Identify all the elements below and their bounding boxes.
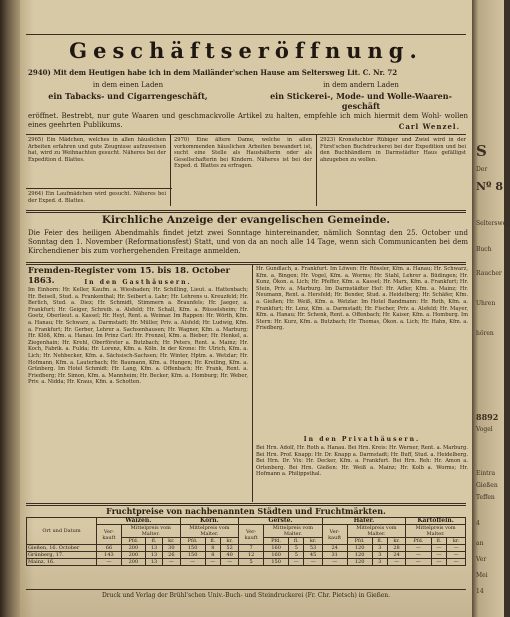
register-privat-text: Bei Hrn. Adolf, Hr. Roth a. Hanau. Bei Hrn. Kreis: Hr. Werner, Rent. a. Marburg. Bei Hrn. Prof. Knapp: Hr. Dr. Knapp a. Darmstadt; Hr. Buff, Stud. a. Heidelberg. Bei Hrn. Dr. Vix: Hr. Decker, Kfm. a. Frankfurt. Bei Hrn. Reh: Hr. Amon a. Ortenberg. Bei Hrn. Gießen: Hr. Weiß a. Mainz; Hr. Kolb a. Worms; Hr. Hofmann a. Philippsthal. [256,445,468,478]
market-cell: 53 [304,545,322,552]
market-unit-fl: fl. [145,538,162,545]
adjacent-fragment: 14 [476,588,484,595]
market-sub-price: Mittelpreis vom Malter. [180,525,239,538]
market-group-kartoffeln: Kartoffeln. [406,518,466,525]
market-cell: 8 [205,545,220,552]
market-cell: — [431,545,447,552]
market-unit-kr: kr. [387,538,405,545]
register-right-column: Hr. Gundlach, a. Frankfurt. Im Löwen: Hr. Rössler, Kfm. a. Hanau; Hr. Schwarz, Kfm. a. Bingen; Hr. Vogel, Kfm. a. Worms; Hr. Stahl, Lehrer a. Büdingen; Hr. Kunz, Ökon. a. Lich; Hr. Pfeffer, Kfm. a. Kassel; Hr. Marx, Kfm. a. Frankfurt; Hr. Stein, Priv. a. Marburg. Im Darmstädter Hof: Hr. Adler, Kfm. a. Mainz; Hr. Neumann, Rent. a. Hersfeld; Hr. Bender, Stud. a. Heidelberg; Hr. Schäfer, Kfm. a. Gießen; Hr. Weiß, Kfm. a. Wetzlar. Im Hotel Bandmann: Hr. Roth, Kfm. a. Frankfurt; Hr. Lenz, Kfm. a. Darmstadt; Hr. Fischer, Priv. a. Alsfeld; Hr. Mayer, Kfm. a. Hanau; Hr. Schenk, Rent. a. Offenbach; Hr. Kaiser, Kfm. a. Homburg. Im Stern: Hr. Kurz, Kfm. a. Butzbach; Hr. Thomas, Ökon. a. Lich; Hr. Hahn, Kfm. a. Friedberg. [256,266,468,332]
market-sub-sold: Ver-kauft [322,525,347,545]
ad-2940-signature: Carl Wenzel. [398,122,460,131]
market-title: Fruchtpreise von nachbenannten Städten und Fruchtmärkten. [106,506,386,516]
market-cell: — [447,552,466,559]
market-unit-kr: kr. [304,538,322,545]
market-group-gerste: Gerste. [239,518,323,525]
ad-2965: 2965) Ein Mädchen, welches in allen häuslichen Arbeiten erfahren und gute Zeugnisse aufzuweisen hat, wird zu Weihnachten gesucht. Näheres bei der Expedition d. Blattes. [28,137,166,163]
market-cell: — [387,559,405,566]
market-cell: 24 [322,545,347,552]
market-cell: — [447,545,466,552]
market-cell: — [220,559,238,566]
adjacent-fragment: hören [476,330,494,337]
ad-2940-right-line2: ein Stickerei-, Mode- und Wolle-Waaren-geschäft [270,91,452,111]
market-unit: Pfd. [347,538,372,545]
market-cell: — [289,559,304,566]
market-cell: 45 [304,552,322,559]
market-cell: 24 [387,552,405,559]
market-unit-fl: fl. [431,538,447,545]
market-cell: — [180,559,205,566]
adjacent-fragment: Mei [476,572,488,579]
market-cell: 5 [239,559,264,566]
register-title: Fremden-Register vom 15. bis 18. October 1863. [28,266,231,286]
market-cell: 3 [372,552,387,559]
market-unit-fl: fl. [289,538,304,545]
market-unit-fl: fl. [372,538,387,545]
market-cell: — [431,559,447,566]
ads-top-rule [26,134,466,135]
register-column-divider [252,264,253,502]
market-sub-price: Mittelpreis vom Malter. [347,525,406,538]
market-cell: 8 [205,552,220,559]
market-unit-fl: fl. [205,538,220,545]
market-row [27,552,466,559]
adjacent-fragment: Uhren [476,300,496,307]
ad-2923: 2923) Kronsfuchter Rübiger und Zwiel wird in der Fürst'schen Buchdruckerei bei der Expedition und bei den Buchhändlern in Darmstädter Haus gefälligst abzugeben zu wollen. [320,137,466,163]
market-sub-price: Mittelpreis vom Malter. [406,525,466,538]
market-sub-price: Mittelpreis vom Malter. [121,525,180,538]
adjacent-fragment: 8892 [476,412,499,422]
market-group-korn: Korn. [180,518,239,525]
market-cell: 7 [239,545,264,552]
market-cell: 143 [97,552,122,559]
ad-2940-left-line2: ein Tabacks- und Cigarrengeschäft, [48,91,208,101]
ad-2940-right-line1: in dem andern Laden [323,81,399,89]
market-cell: — [406,552,431,559]
market-cell: 26 [163,552,180,559]
market-cell: 160 [264,545,289,552]
market-cell: 200 [121,545,145,552]
market-unit: Pfd. [180,538,205,545]
ads-divider-2 [316,134,317,206]
market-cell: 28 [387,545,405,552]
book-binding-gutter [0,0,20,617]
market-cell: 13 [145,545,162,552]
market-cell: 120 [347,552,372,559]
printer-imprint: Druck und Verlag der Brühl'schen Univ.-Buch- und Steindruckerei (Fr. Chr. Pietsch) in Gießen. [101,592,391,599]
market-cell: 200 [121,552,145,559]
adjacent-fragment: Der [476,166,488,173]
market-cell: 13 [145,552,162,559]
adjacent-fragment: Raucher [476,270,502,277]
market-cell: — [163,559,180,566]
market-cell: 66 [97,545,122,552]
market-group-hafer: Hafer. [322,518,405,525]
ad-2940-lead: 2940) Mit dem Heutigen habe ich in dem Mailänder'schen Hause am Seltersweg Lit. C. Nr. 72 [28,68,398,77]
church-top-rule [26,210,466,213]
market-group-waizen: Waizen. [97,518,181,525]
market-cell: — [205,559,220,566]
market-cell: 160 [264,552,289,559]
market-unit-kr: kr. [220,538,238,545]
market-cell: — [406,559,431,566]
adjacent-fragment: an [476,540,484,547]
market-cell: 150 [180,552,205,559]
adjacent-fragment: Buch [476,246,492,253]
market-cell: 13 [145,559,162,566]
market-unit: Pfd. [406,538,431,545]
market-unit: Pfd. [121,538,145,545]
ads-divider-1 [170,134,171,206]
market-cell: — [322,559,347,566]
church-notice-text: Die Feier des heiligen Abendmahls findet jetzt zwei Sonntage hintereinander, nämlich Sonntag den 25. October und Sonntag den 1. November (Reformationsfest) Statt, und von da an noch alle 14 Tage, wenn sich Communicanten bei dem Kirchendiener bis zum vorhergehenden Freitage anmelden. [28,229,468,255]
ad-2940-left-line1: in dem einen Laden [92,81,164,89]
register-top-rule [26,262,466,265]
register-subhead-gasthaeuser: In den Gasthäusern. [84,279,192,286]
adjacent-fragment: Nº 8 [476,180,504,193]
market-place: Gießen, 16. October [27,545,97,552]
market-cell: — [97,559,122,566]
market-cell: 3 [372,559,387,566]
market-cell: 120 [347,545,372,552]
adjacent-fragment: Seltersweg [476,220,510,227]
market-row [27,559,466,566]
adjacent-fragment: Vogel [476,426,493,433]
market-unit: Pfd. [264,538,289,545]
market-cell: 150 [264,559,289,566]
market-cell: — [406,545,431,552]
ad-2970: 2970) Eine ältere Dame, welche in allen vorkommenden häuslichen Arbeiten bewandert ist, sucht eine Stelle als Haushälterin oder als Gesellschafterin bei Kindern. Näheres ist bei der Exped. d. Blattes zu erfragen. [174,137,312,170]
market-row [27,545,466,552]
market-cell: 30 [163,545,180,552]
church-notice-title: Kirchliche Anzeige der evangelischen Gemeinde. [101,214,391,226]
ad-2965-rule [26,188,172,189]
market-sub-sold: Ver-kauft [239,525,264,545]
market-price-table [26,517,466,566]
market-cell: 5 [289,552,304,559]
market-cell: 31 [322,552,347,559]
page-headline: Geschäftseröffnung. [69,38,423,63]
market-cell: 5 [289,545,304,552]
market-cell: 3 [372,545,387,552]
market-cell: 150 [180,545,205,552]
adjacent-fragment: Ver [476,556,487,563]
market-sub-sold: Ver-kauft [97,525,122,545]
ad-2964: 2964) Ein Laufmädchen wird gesucht. Näheres bei der Exped. d. Blattes. [28,191,166,204]
market-cell: 120 [347,559,372,566]
footer-rule [26,589,466,590]
market-place: Mainz, 16. [27,559,97,566]
adjacent-fragment: Teffen [476,494,495,501]
adjacent-page-edge [472,0,510,617]
adjacent-fragment: Gießen [476,482,498,489]
register-subhead-privat: In den Privathäusern. [303,436,421,443]
adjacent-fragment: S [476,142,487,160]
adjacent-fragment: 4 [476,520,480,527]
market-cell: 12 [239,552,264,559]
market-cell: 200 [121,559,145,566]
newspaper-page [20,0,472,617]
market-cell: 40 [220,552,238,559]
market-cell: — [304,559,322,566]
market-cell: 52 [220,545,238,552]
top-rule [26,34,466,35]
register-left-column: Im Einhorn: Hr. Keller, Kaufm. a. Wiesbaden; Hr. Schilling, Lieut. a. Hattenbach; Hr. Beisell, Stud. a. Frankenthal; Hr. Seibert a. Lahr; Hr. Lehrens u. Kreuzfeld; Hr. Berlich, Stud. a. Diez; Hr. Schmidt, Stimmern a. Braunfels; Hr. Jaeger, a. Frankfurt; Hr. Geiger, Schreib. a. Alsfeld; Hr. Schall, Kfm. a. Rüsselsheim; Hr. Goetz, Oberlieut. a. Kassel; Hr. Heyl, Rent. a. Weimar. Im Rappen: Hr. Wörth, Kfm. a. Hanau; Hr. Schwarz, a. Darmstadt; Hr. Müller, Priv. a. Alsfeld; Hr. Ludwig, Kfm. a. Frankfurt; Hr. Gerber, Lehrer a. Sachsenhausen; Hr. Wagner, Kfm. a. Marburg; Hr. Klöß, Kfm. a. Hanau. Im Prinz Carl: Hr. Frenzel, Kfm. a. Bieber; Hr. Henkel, a. Ziegenhain; Hr. Krehl, Oberförster a. Butzbach; Hr. Peters, Rent. a. Mainz; Hr. Koch, Fabrik. a. Fulda; Hr. Lorenz, Kfm. a. Köln. In der Krone: Hr. Ulrich, Kfm. a. Lich; Hr. Nehbecker, Kfm. a. Sächsisch-Sachsen; Hr. Winter, Hptm. a. Wetzlar; Hr. Hofmann, Kfm. a. Lauterbach; Hr. Baumann, Kfm. a. Hungen; Hr. Kreiling, Kfm. a. Grünberg. Im Hotel Schmidt: Hr. Lang, Kfm. a. Offenbach; Hr. Frank, Rent. a. Friedberg; Hr. Simon, Kfm. a. Mannheim; Hr. Becker, Kfm. a. Homburg; Hr. Weber, Priv. a. Nidda; Hr. Kraus, Kfm. a. Schotten. [28,287,248,386]
market-place: Grünberg, 17. [27,552,97,559]
adjacent-fragment: Eintra [476,470,496,477]
market-cell: — [447,559,466,566]
ad-2940-body: eröffnet. Bestrebt, nur gute Waaren und geschmackvolle Artikel zu halten, empfehle ich mich hiermit dem Wohl- wollen eines geehrten Publikums. [28,112,468,129]
market-sub-price: Mittelpreis vom Malter. [264,525,323,538]
market-cell: — [431,552,447,559]
market-unit-kr: kr. [163,538,180,545]
market-col-place: Ort und Datum [27,518,97,545]
market-unit-kr: kr. [447,538,466,545]
